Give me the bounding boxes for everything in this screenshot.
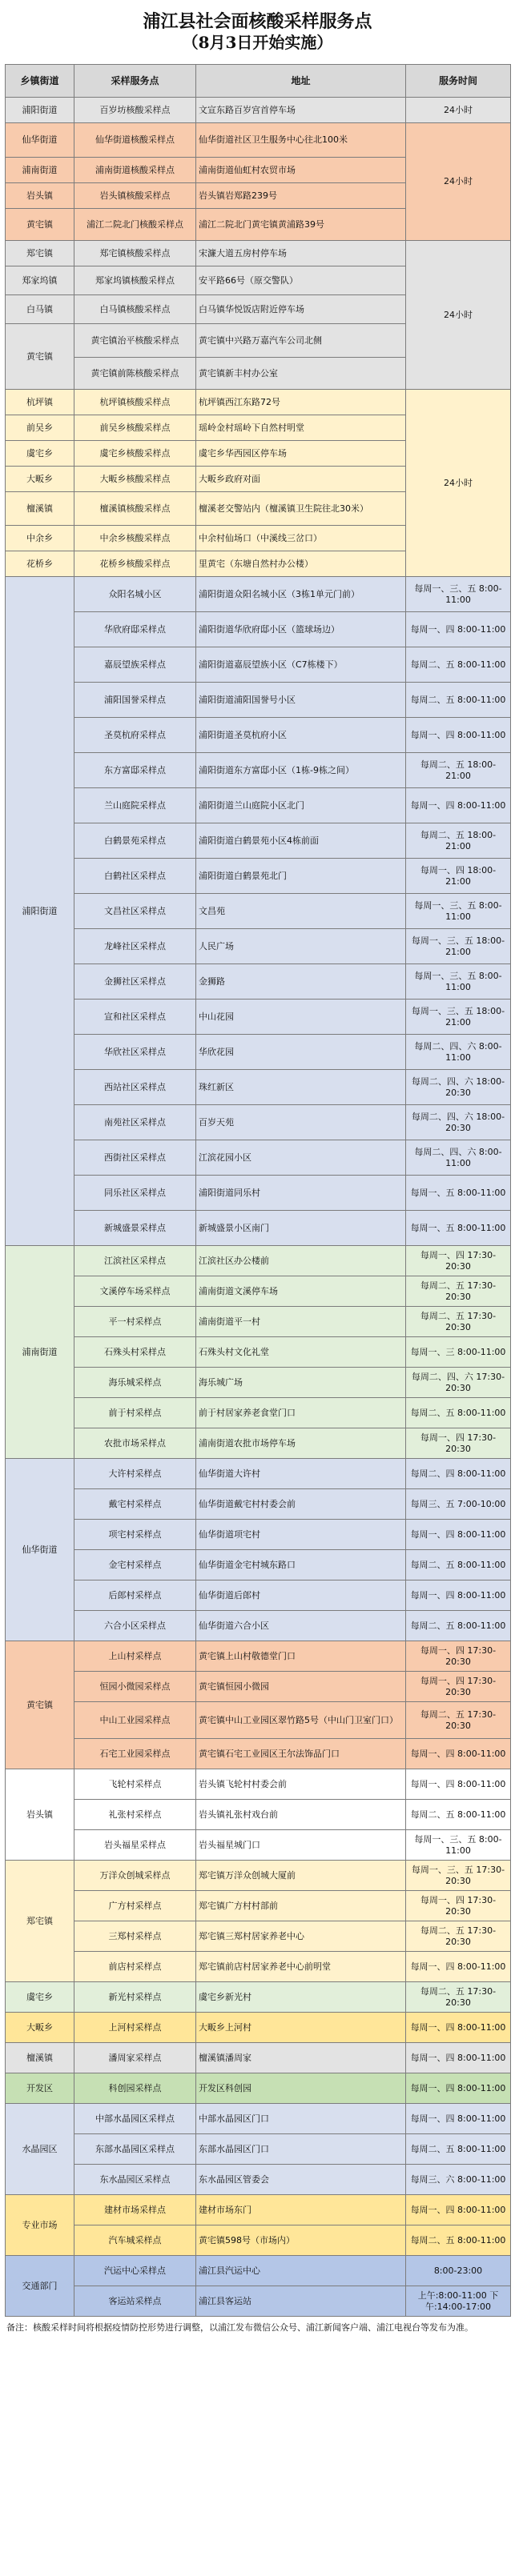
page <box>5 0 510 2338</box>
service-time-cell: 每周二、五 8:00-11:00 <box>406 2225 511 2256</box>
address-cell: 郑宅镇三郑村居家养老中心 <box>196 1921 406 1952</box>
address-cell: 百岁天苑 <box>196 1105 406 1140</box>
header-point: 采样服务点 <box>74 65 196 98</box>
town-cell: 浦南街道 <box>6 1246 74 1459</box>
table-row <box>6 929 511 964</box>
town-cell: 岩头镇 <box>6 183 74 209</box>
service-time-cell: 每周三、六 8:00-11:00 <box>406 2165 511 2195</box>
table-row <box>6 1398 511 1428</box>
table-row <box>6 964 511 1000</box>
service-point-cell: 兰山庭院采样点 <box>74 788 196 823</box>
address-cell: 仙华街道金宅村城东路口 <box>196 1550 406 1580</box>
address-cell: 里黄宅（东塘自然村办公楼） <box>196 551 406 577</box>
service-point-cell: 白马镇核酸采样点 <box>74 295 196 324</box>
table-row <box>6 1140 511 1176</box>
service-point-cell: 金狮社区采样点 <box>74 964 196 1000</box>
address-cell: 东部水晶园区门口 <box>196 2134 406 2165</box>
address-cell: 仙华街道后郎村 <box>196 1580 406 1611</box>
address-cell: 宋濂大道五房村停车场 <box>196 241 406 266</box>
service-time-cell: 每周一、五 8:00-11:00 <box>406 1176 511 1211</box>
service-point-cell: 南苑社区采样点 <box>74 1105 196 1140</box>
address-cell: 仙华街道戴宅村村委会前 <box>196 1489 406 1520</box>
address-cell: 浦阳街道华欣府邸小区（篮球场边） <box>196 612 406 647</box>
address-cell: 仙华街道社区卫生服务中心往北100米 <box>196 123 406 158</box>
town-cell: 交通部门 <box>6 2256 74 2317</box>
service-point-cell: 潘周家采样点 <box>74 2043 196 2073</box>
service-point-cell: 华欣社区采样点 <box>74 1035 196 1070</box>
address-cell: 浦南街道平一村 <box>196 1307 406 1337</box>
table-row <box>6 2134 511 2165</box>
service-point-cell: 上河村采样点 <box>74 2013 196 2043</box>
address-cell: 岩头镇飞轮村村委会前 <box>196 1769 406 1800</box>
service-point-cell: 建材市场采样点 <box>74 2195 196 2225</box>
table-row <box>6 1307 511 1337</box>
header-time: 服务时间 <box>406 65 511 98</box>
address-cell: 岩头镇岩郑路239号 <box>196 183 406 209</box>
service-point-cell: 农批市场采样点 <box>74 1428 196 1459</box>
service-time-cell: 每周二、五 8:00-11:00 <box>406 2134 511 2165</box>
town-cell: 前吴乡 <box>6 415 74 441</box>
address-cell: 虞宅乡新光村 <box>196 1982 406 2013</box>
table-row <box>6 241 511 266</box>
address-cell: 浦江县客运站 <box>196 2286 406 2317</box>
service-time-cell: 每周一、四 8:00-11:00 <box>406 2013 511 2043</box>
service-time-cell: 每周一、三、五 8:00-11:00 <box>406 894 511 929</box>
service-point-cell: 汽车城采样点 <box>74 2225 196 2256</box>
service-time-cell: 每周一、四 17:30-20:30 <box>406 1641 511 1672</box>
table-row <box>6 1769 511 1800</box>
service-point-cell: 东水晶园区采样点 <box>74 2165 196 2195</box>
table-row <box>6 1520 511 1550</box>
service-point-cell: 浦南街道核酸采样点 <box>74 158 196 183</box>
service-point-cell: 东部水晶园区采样点 <box>74 2134 196 2165</box>
service-point-cell: 杭坪镇核酸采样点 <box>74 390 196 415</box>
address-cell: 浦阳街道白鹤景苑小区4栋前面 <box>196 823 406 859</box>
address-cell: 浦南街道农批市场停车场 <box>196 1428 406 1459</box>
service-point-cell: 浦阳国誉采样点 <box>74 683 196 718</box>
table-body <box>6 98 511 2317</box>
town-cell: 中余乡 <box>6 526 74 551</box>
address-cell: 浦江二院北门黄宅镇黄浦路39号 <box>196 209 406 241</box>
service-point-cell: 郑家坞镇核酸采样点 <box>74 266 196 295</box>
page-subtitle: （8月3日开始实施） <box>182 33 333 53</box>
service-time-cell: 每周一、四 17:30-20:30 <box>406 1891 511 1921</box>
table-row <box>6 1641 511 1672</box>
service-point-cell: 石宅工业园采样点 <box>74 1739 196 1769</box>
address-cell: 江滨社区办公楼前 <box>196 1246 406 1276</box>
service-time-cell: 每周一、四 8:00-11:00 <box>406 1739 511 1769</box>
service-point-cell: 海乐城采样点 <box>74 1368 196 1398</box>
service-point-cell: 新光村采样点 <box>74 1982 196 2013</box>
table-row <box>6 1982 511 2013</box>
service-point-cell: 文昌社区采样点 <box>74 894 196 929</box>
service-point-cell: 岩头福星采样点 <box>74 1830 196 1861</box>
town-cell: 浦南街道 <box>6 158 74 183</box>
service-time-cell: 每周二、五 17:30-20:30 <box>406 1982 511 2013</box>
address-cell: 檀溪镇潘周家 <box>196 2043 406 2073</box>
town-cell: 虞宅乡 <box>6 1982 74 2013</box>
town-cell: 黄宅镇 <box>6 209 74 241</box>
service-time-cell: 8:00-23:00 <box>406 2256 511 2286</box>
service-point-cell: 华欣府邸采样点 <box>74 612 196 647</box>
address-cell: 黄宅镇中山工业园区翠竹路5号（中山门卫室门口） <box>196 1702 406 1739</box>
table-row <box>6 2165 511 2195</box>
table-row <box>6 683 511 718</box>
service-time-cell: 每周一、三、五 18:00-21:00 <box>406 1000 511 1035</box>
address-cell: 浦阳街道圣莫杭府小区 <box>196 718 406 753</box>
service-point-cell: 中部水晶园区采样点 <box>74 2104 196 2134</box>
table-row <box>6 1861 511 1891</box>
address-cell: 华欣花园 <box>196 1035 406 1070</box>
service-table <box>5 64 511 2317</box>
service-point-cell: 仙华街道核酸采样点 <box>74 123 196 158</box>
service-time-cell: 每周一、四 8:00-11:00 <box>406 1580 511 1611</box>
table-row <box>6 1921 511 1952</box>
service-time-cell: 每周一、三、五 18:00-21:00 <box>406 929 511 964</box>
service-time-cell: 每周一、四 17:30-20:30 <box>406 1428 511 1459</box>
address-cell: 浦阳街道兰山庭院小区北门 <box>196 788 406 823</box>
town-cell: 大畈乡 <box>6 467 74 492</box>
service-point-cell: 花桥乡核酸采样点 <box>74 551 196 577</box>
town-cell: 浦阳街道 <box>6 98 74 123</box>
address-cell: 瑶岭金村瑶岭下自然村明堂 <box>196 415 406 441</box>
service-point-cell: 檀溪镇核酸采样点 <box>74 492 196 526</box>
service-point-cell: 龙峰社区采样点 <box>74 929 196 964</box>
town-cell: 开发区 <box>6 2073 74 2104</box>
town-cell: 虞宅乡 <box>6 441 74 467</box>
table-row <box>6 647 511 683</box>
address-cell: 岩头镇礼张村戏台前 <box>196 1800 406 1830</box>
address-cell: 黄宅镇中兴路万嘉汽车公司北侧 <box>196 324 406 358</box>
service-time-cell: 每周一、四 18:00-21:00 <box>406 859 511 894</box>
service-time-cell: 每周一、四 8:00-11:00 <box>406 788 511 823</box>
service-time-cell: 每周二、五 18:00-21:00 <box>406 753 511 788</box>
service-point-cell: 百岁坊核酸采样点 <box>74 98 196 123</box>
address-cell: 虞宅乡华西园区停车场 <box>196 441 406 467</box>
service-time-cell: 每周一、四 8:00-11:00 <box>406 2043 511 2073</box>
address-cell: 仙华街道六合小区 <box>196 1611 406 1641</box>
service-time-cell: 每周二、五 8:00-11:00 <box>406 683 511 718</box>
address-cell: 珠红新区 <box>196 1070 406 1105</box>
table-row <box>6 2195 511 2225</box>
table-row <box>6 2225 511 2256</box>
service-time-cell: 每周一、四 8:00-11:00 <box>406 2104 511 2134</box>
town-cell: 水晶园区 <box>6 2104 74 2195</box>
address-cell: 仙华街道大许村 <box>196 1459 406 1489</box>
address-cell: 中山花园 <box>196 1000 406 1035</box>
table-row <box>6 1580 511 1611</box>
table-row <box>6 718 511 753</box>
address-cell: 仙华街道项宅村 <box>196 1520 406 1550</box>
table-row <box>6 1739 511 1769</box>
town-cell: 郑宅镇 <box>6 1861 74 1982</box>
service-time-cell: 每周二、五 17:30-20:30 <box>406 1702 511 1739</box>
service-time-cell: 每周一、四 8:00-11:00 <box>406 1952 511 1982</box>
service-time-cell: 每周一、四 8:00-11:00 <box>406 2195 511 2225</box>
address-cell: 文昌苑 <box>196 894 406 929</box>
service-point-cell: 客运站采样点 <box>74 2286 196 2317</box>
page-title-block <box>5 0 510 64</box>
service-time-cell: 每周二、五 18:00-21:00 <box>406 823 511 859</box>
service-time-cell: 每周一、四 8:00-11:00 <box>406 612 511 647</box>
service-time-cell: 每周一、四 17:30-20:30 <box>406 1672 511 1702</box>
table-header <box>6 65 511 98</box>
service-point-cell: 六合小区采样点 <box>74 1611 196 1641</box>
town-cell: 郑宅镇 <box>6 241 74 266</box>
address-cell: 浦江县汽运中心 <box>196 2256 406 2286</box>
address-cell: 中部水晶园区门口 <box>196 2104 406 2134</box>
service-time-cell: 上午:8:00-11:00 下午:14:00-17:00 <box>406 2286 511 2317</box>
town-cell: 郑家坞镇 <box>6 266 74 295</box>
service-time-cell: 24小时 <box>406 98 511 123</box>
address-cell: 大畈乡上河村 <box>196 2013 406 2043</box>
address-cell: 前于村居家养老食堂门口 <box>196 1398 406 1428</box>
service-point-cell: 黄宅镇前陈核酸采样点 <box>74 358 196 390</box>
service-point-cell: 东方富邸采样点 <box>74 753 196 788</box>
service-time-cell: 每周二、五 8:00-11:00 <box>406 647 511 683</box>
table-row <box>6 1830 511 1861</box>
service-point-cell: 西站社区采样点 <box>74 1070 196 1105</box>
table-row <box>6 1550 511 1580</box>
table-row <box>6 2104 511 2134</box>
service-point-cell: 黄宅镇治平核酸采样点 <box>74 324 196 358</box>
address-cell: 浦阳街道同乐村 <box>196 1176 406 1211</box>
service-point-cell: 金宅村采样点 <box>74 1550 196 1580</box>
address-cell: 开发区科创园 <box>196 2073 406 2104</box>
service-point-cell: 三郑村采样点 <box>74 1921 196 1952</box>
service-point-cell: 浦江二院北门核酸采样点 <box>74 209 196 241</box>
service-point-cell: 虞宅乡核酸采样点 <box>74 441 196 467</box>
service-point-cell: 礼张村采样点 <box>74 1800 196 1830</box>
service-point-cell: 宣和社区采样点 <box>74 1000 196 1035</box>
town-cell: 黄宅镇 <box>6 1641 74 1769</box>
service-time-cell: 每周一、四 8:00-11:00 <box>406 1769 511 1800</box>
service-time-cell: 每周二、五 8:00-11:00 <box>406 1398 511 1428</box>
service-point-cell: 白鹤景苑采样点 <box>74 823 196 859</box>
service-point-cell: 戴宅村采样点 <box>74 1489 196 1520</box>
table-row <box>6 823 511 859</box>
service-point-cell: 大许村采样点 <box>74 1459 196 1489</box>
table-row <box>6 1611 511 1641</box>
address-cell: 浦南街道文溪停车场 <box>196 1276 406 1307</box>
table-row <box>6 1702 511 1739</box>
address-cell: 金狮路 <box>196 964 406 1000</box>
service-point-cell: 江滨社区采样点 <box>74 1246 196 1276</box>
table-row <box>6 1035 511 1070</box>
address-cell: 岩头福星城门口 <box>196 1830 406 1861</box>
town-cell: 大畈乡 <box>6 2013 74 2043</box>
service-time-cell: 每周一、三、五 8:00-11:00 <box>406 1830 511 1861</box>
town-cell: 檀溪镇 <box>6 2043 74 2073</box>
service-point-cell: 前店村采样点 <box>74 1952 196 1982</box>
address-cell: 新城盛景小区南门 <box>196 1211 406 1246</box>
service-point-cell: 同乐社区采样点 <box>74 1176 196 1211</box>
address-cell: 文宣东路百岁宫首停车场 <box>196 98 406 123</box>
service-time-cell: 24小时 <box>406 241 511 390</box>
address-cell: 石殊头村文化礼堂 <box>196 1337 406 1368</box>
address-cell: 浦阳街道嘉辰望族小区（C7栋楼下） <box>196 647 406 683</box>
table-row <box>6 2286 511 2317</box>
table-row <box>6 98 511 123</box>
table-row <box>6 2073 511 2104</box>
service-point-cell: 前吴乡核酸采样点 <box>74 415 196 441</box>
table-row <box>6 2013 511 2043</box>
service-point-cell: 郑宅镇核酸采样点 <box>74 241 196 266</box>
service-point-cell: 广方村采样点 <box>74 1891 196 1921</box>
service-point-cell: 新城盛景采样点 <box>74 1211 196 1246</box>
service-time-cell: 每周二、五 8:00-11:00 <box>406 1550 511 1580</box>
footer-note: 备注：核酸采样时间将根据疫情防控形势进行调整，以浦江发布微信公众号、浦江新闻客户端、浦江电视台等发布为准。 <box>6 2322 473 2333</box>
service-time-cell: 每周二、五 17:30-20:30 <box>406 1276 511 1307</box>
service-time-cell: 每周二、四、六 8:00-11:00 <box>406 1140 511 1176</box>
service-point-cell: 科创园采样点 <box>74 2073 196 2104</box>
address-cell: 江滨花园小区 <box>196 1140 406 1176</box>
table-row <box>6 1428 511 1459</box>
town-cell: 浦阳街道 <box>6 577 74 1246</box>
town-cell: 仙华街道 <box>6 1459 74 1641</box>
service-point-cell: 西街社区采样点 <box>74 1140 196 1176</box>
table-row <box>6 1672 511 1702</box>
address-cell: 郑宅镇广方村村部前 <box>196 1891 406 1921</box>
service-time-cell: 每周一、四 17:30-20:30 <box>406 1246 511 1276</box>
service-time-cell: 每周一、四 8:00-11:00 <box>406 718 511 753</box>
town-cell: 黄宅镇 <box>6 324 74 390</box>
address-cell: 黄宅镇石宅工业园区王尔法饰品门口 <box>196 1739 406 1769</box>
service-time-cell: 每周二、四、六 8:00-11:00 <box>406 1035 511 1070</box>
service-time-cell: 每周一、三、五 17:30-20:30 <box>406 1861 511 1891</box>
service-point-cell: 前于村采样点 <box>74 1398 196 1428</box>
table-row <box>6 1800 511 1830</box>
service-point-cell: 石殊头村采样点 <box>74 1337 196 1368</box>
service-point-cell: 恒园小微园采样点 <box>74 1672 196 1702</box>
service-time-cell: 每周二、五 8:00-11:00 <box>406 1800 511 1830</box>
address-cell: 建材市场东门 <box>196 2195 406 2225</box>
service-point-cell: 汽运中心采样点 <box>74 2256 196 2286</box>
header-address: 地址 <box>196 65 406 98</box>
address-cell: 浦阳街道众阳名城小区（3栋1单元门前） <box>196 577 406 612</box>
service-point-cell: 中山工业园采样点 <box>74 1702 196 1739</box>
address-cell: 黄宅镇上山村敬德堂门口 <box>196 1641 406 1672</box>
page-title: 浦江县社会面核酸采样服务点 <box>143 10 372 32</box>
town-cell: 专业市场 <box>6 2195 74 2256</box>
table-row <box>6 577 511 612</box>
address-cell: 郑宅镇前店村居家养老中心前明堂 <box>196 1952 406 1982</box>
table-row <box>6 1000 511 1035</box>
service-time-cell: 每周一、三 8:00-11:00 <box>406 1337 511 1368</box>
town-cell: 杭坪镇 <box>6 390 74 415</box>
service-time-cell: 每周二、五 8:00-11:00 <box>406 1611 511 1641</box>
address-cell: 黄宅镇恒园小微园 <box>196 1672 406 1702</box>
address-cell: 东水晶园区管委会 <box>196 2165 406 2195</box>
service-time-cell: 每周一、三、五 8:00-11:00 <box>406 577 511 612</box>
address-cell: 中余村仙场口（中溪线三岔口） <box>196 526 406 551</box>
service-point-cell: 上山村采样点 <box>74 1641 196 1672</box>
service-time-cell: 每周二、四、六 18:00-20:30 <box>406 1105 511 1140</box>
address-cell: 杭坪镇西江东路72号 <box>196 390 406 415</box>
table-row <box>6 753 511 788</box>
table-row <box>6 1070 511 1105</box>
service-time-cell: 每周一、五 8:00-11:00 <box>406 1211 511 1246</box>
address-cell: 安平路66号（原交警队） <box>196 266 406 295</box>
address-cell: 人民广场 <box>196 929 406 964</box>
address-cell: 郑宅镇万洋众创城大厦前 <box>196 1861 406 1891</box>
table-row <box>6 123 511 158</box>
table-row <box>6 1211 511 1246</box>
service-point-cell: 万洋众创城采样点 <box>74 1861 196 1891</box>
service-time-cell: 每周二、五 17:30-20:30 <box>406 1921 511 1952</box>
table-row <box>6 1176 511 1211</box>
header-town: 乡镇街道 <box>6 65 74 98</box>
table-row <box>6 894 511 929</box>
table-row <box>6 788 511 823</box>
table-row <box>6 1276 511 1307</box>
service-point-cell: 项宅村采样点 <box>74 1520 196 1550</box>
service-time-cell: 每周一、四 8:00-11:00 <box>406 1520 511 1550</box>
service-point-cell: 后郎村采样点 <box>74 1580 196 1611</box>
table-row <box>6 1952 511 1982</box>
town-cell: 花桥乡 <box>6 551 74 577</box>
service-point-cell: 圣莫杭府采样点 <box>74 718 196 753</box>
table-row <box>6 1368 511 1398</box>
service-time-cell: 每周一、四 8:00-11:00 <box>406 2073 511 2104</box>
service-time-cell: 24小时 <box>406 123 511 241</box>
service-point-cell: 岩头镇核酸采样点 <box>74 183 196 209</box>
service-time-cell: 每周三、五 7:00-10:00 <box>406 1489 511 1520</box>
table-row <box>6 612 511 647</box>
service-time-cell: 24小时 <box>406 390 511 577</box>
address-cell: 黄宅镇598号（市场内） <box>196 2225 406 2256</box>
address-cell: 白马镇华悦饭店附近停车场 <box>196 295 406 324</box>
table-row <box>6 1105 511 1140</box>
service-time-cell: 每周二、四 8:00-11:00 <box>406 1459 511 1489</box>
table-row <box>6 1891 511 1921</box>
service-point-cell: 大畈乡核酸采样点 <box>74 467 196 492</box>
town-cell: 白马镇 <box>6 295 74 324</box>
table-row <box>6 1337 511 1368</box>
table-row <box>6 859 511 894</box>
table-row <box>6 1489 511 1520</box>
table-row <box>6 1459 511 1489</box>
service-point-cell: 平一村采样点 <box>74 1307 196 1337</box>
address-cell: 檀溪老交警站内（檀溪镇卫生院往北30米） <box>196 492 406 526</box>
address-cell: 浦南街道仙虹村农贸市场 <box>196 158 406 183</box>
address-cell: 浦阳街道东方富邸小区（1栋-9栋之间） <box>196 753 406 788</box>
table-row <box>6 2043 511 2073</box>
table-row <box>6 2256 511 2286</box>
service-point-cell: 中余乡核酸采样点 <box>74 526 196 551</box>
service-point-cell: 文溪停车场采样点 <box>74 1276 196 1307</box>
service-time-cell: 每周二、五 17:30-20:30 <box>406 1307 511 1337</box>
table-row <box>6 1246 511 1276</box>
town-cell: 檀溪镇 <box>6 492 74 526</box>
address-cell: 浦阳街道白鹤景苑北门 <box>196 859 406 894</box>
table-row <box>6 390 511 415</box>
service-time-cell: 每周一、三、五 8:00-11:00 <box>406 964 511 1000</box>
service-point-cell: 众阳名城小区 <box>74 577 196 612</box>
address-cell: 大畈乡政府对面 <box>196 467 406 492</box>
service-point-cell: 白鹤社区采样点 <box>74 859 196 894</box>
service-point-cell: 飞轮村采样点 <box>74 1769 196 1800</box>
service-time-cell: 每周二、四、六 17:30-20:30 <box>406 1368 511 1398</box>
address-cell: 浦阳街道浦阳国誉号小区 <box>196 683 406 718</box>
service-time-cell: 每周二、四、六 18:00-20:30 <box>406 1070 511 1105</box>
town-cell: 岩头镇 <box>6 1769 74 1861</box>
town-cell: 仙华街道 <box>6 123 74 158</box>
service-point-cell: 嘉辰望族采样点 <box>74 647 196 683</box>
address-cell: 海乐城广场 <box>196 1368 406 1398</box>
address-cell: 黄宅镇新丰村办公室 <box>196 358 406 390</box>
